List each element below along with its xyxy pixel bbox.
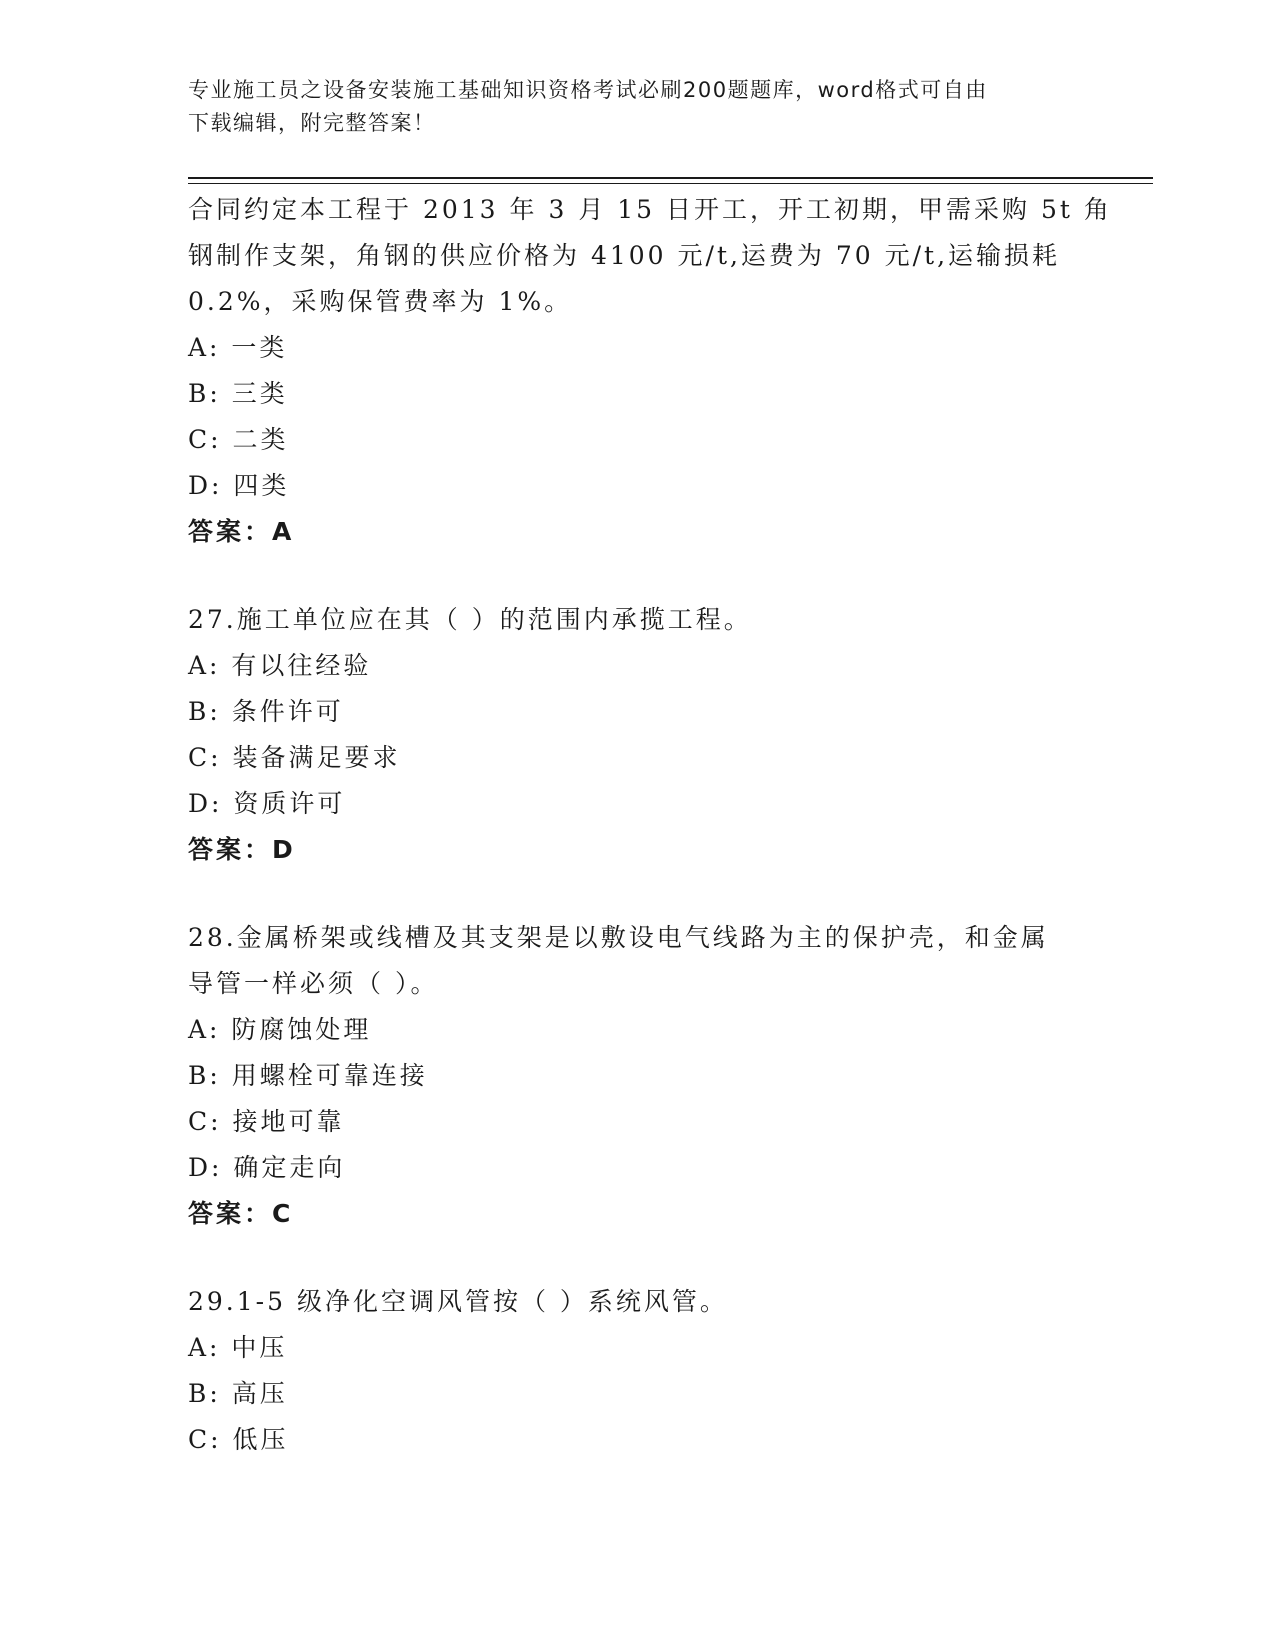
option-c: C: 接地可靠 [188,1107,345,1136]
question-block [188,915,1088,1237]
question-block [188,187,1112,555]
option-a: A: 中压 [188,1333,288,1362]
document-header [188,74,1068,140]
question-stem-line: 28.金属桥架或线槽及其支架是以敷设电气线路为主的保护壳，和金属 [188,923,1049,952]
option-c: C: 二类 [188,425,289,454]
question-stem-line: 导管一样必须（ ）。 [188,969,439,998]
question-spacer [188,873,1088,915]
option-a: A: 有以往经验 [188,651,372,680]
answer-line: 答案：C [188,1199,294,1228]
option-c: C: 装备满足要求 [188,743,401,772]
answer-line: 答案：D [188,835,296,864]
question-list [188,187,1112,1463]
option-d: D: 资质许可 [188,789,346,818]
header-title-line-2: 下载编辑，附完整答案！ [188,111,436,135]
answer-line: 答案：A [188,517,295,546]
option-b: B: 用螺栓可靠连接 [188,1061,428,1090]
option-b: B: 条件许可 [188,697,344,726]
question-stem-line: 29.1-5 级净化空调风管按（ ）系统风管。 [188,1287,728,1316]
question-stem-line: 0.2%，采购保管费率为 1%。 [188,287,573,316]
option-c: C: 低压 [188,1425,289,1454]
option-a: A: 一类 [188,333,288,362]
option-d: D: 四类 [188,471,290,500]
option-a: A: 防腐蚀处理 [188,1015,372,1044]
question-stem-line: 27.施工单位应在其（ ）的范围内承揽工程。 [188,605,752,634]
option-b: B: 高压 [188,1379,288,1408]
question-spacer [188,555,1088,597]
question-stem-line: 钢制作支架，角钢的供应价格为 4100 元/t,运费为 70 元/t,运输损耗 [188,241,1061,270]
header-divider-thin [188,183,1153,184]
header-divider-thick [188,177,1153,179]
option-d: D: 确定走向 [188,1153,346,1182]
question-stem-line: 合同约定本工程于 2013 年 3 月 15 日开工，开工初期，甲需采购 5t 角 [188,195,1112,224]
question-spacer [188,1237,1088,1279]
question-block [188,597,1088,873]
option-b: B: 三类 [188,379,288,408]
header-title-line-1: 专业施工员之设备安装施工基础知识资格考试必刷200题题库，word格式可自由 [188,78,988,102]
question-block [188,1279,1088,1463]
